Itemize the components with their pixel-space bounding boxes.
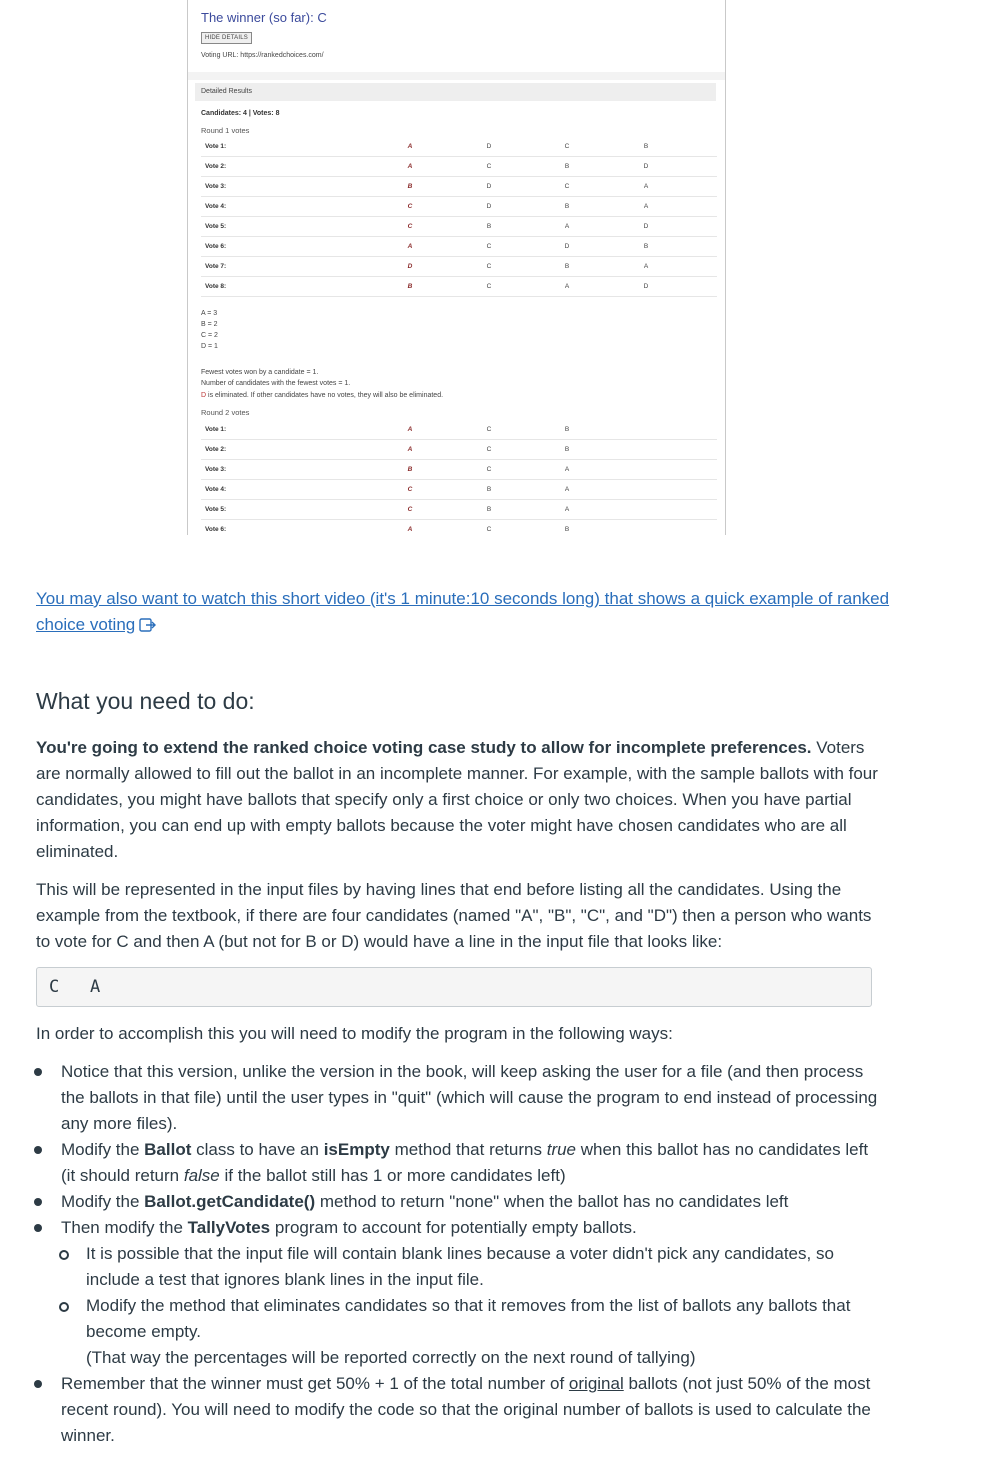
vote-choice: B bbox=[564, 263, 570, 270]
vote-row bbox=[201, 440, 717, 460]
sub-bullet-marker bbox=[59, 1302, 69, 1312]
text: Remember that the winner must get 50% + 1 of the total number of bbox=[61, 1374, 569, 1393]
vote-label: Vote 2: bbox=[205, 163, 227, 170]
vote-choice: C bbox=[564, 143, 570, 150]
false-value: false bbox=[183, 1166, 220, 1185]
vote-row bbox=[201, 257, 717, 277]
intro-text: Voters are normally allowed to fill out the ballot in an incomplete manner. For example, with the sample ballots with four candidates, you might have ballots that specify only a first choice or only two choices. When you have partial information, you can end up with empty ballots because the voter might have chosen candidates who are all eliminated. bbox=[36, 738, 878, 861]
vote-choice: D bbox=[564, 243, 570, 250]
list-item bbox=[61, 1215, 881, 1241]
vote-row bbox=[201, 277, 717, 297]
vote-choice: A bbox=[407, 526, 413, 533]
vote-choice: C bbox=[486, 526, 492, 533]
original-emphasis: original bbox=[568, 1374, 624, 1393]
vote-label: Vote 1: bbox=[205, 143, 227, 150]
vote-row bbox=[201, 217, 717, 237]
vote-row bbox=[201, 177, 717, 197]
bullet-marker bbox=[34, 1068, 42, 1076]
vote-row bbox=[201, 520, 717, 535]
tally-item: C = 2 bbox=[201, 332, 218, 339]
sub-list-item: It is possible that the input file will contain blank lines because a voter didn't pick any candidates, so include a test that ignores blank lines in the input file. bbox=[86, 1244, 834, 1289]
tally-item: A = 3 bbox=[201, 310, 218, 317]
vote-choice: B bbox=[643, 243, 649, 250]
text: method to return "none" when the ballot has no candidates left bbox=[315, 1192, 789, 1211]
bullet-marker bbox=[34, 1380, 42, 1388]
vote-choice: C bbox=[407, 506, 413, 513]
vote-choice: A bbox=[643, 263, 649, 270]
vote-label: Vote 6: bbox=[205, 526, 227, 533]
vote-label: Vote 6: bbox=[205, 243, 227, 250]
vote-choice: C bbox=[486, 163, 492, 170]
true-value: true bbox=[546, 1140, 577, 1159]
sub-bullet-marker bbox=[59, 1250, 69, 1260]
vote-choice: B bbox=[564, 163, 570, 170]
vote-label: Vote 3: bbox=[205, 183, 227, 190]
vote-choice: C bbox=[564, 183, 570, 190]
vote-label: Vote 4: bbox=[205, 486, 227, 493]
text: (That way the percentages will be reported correctly on the next round of tallying) bbox=[86, 1348, 696, 1367]
video-link-text[interactable]: You may also want to watch this short video (it's 1 minute:10 seconds long) that shows a quick example of ranked choice voting bbox=[36, 589, 890, 634]
vote-choice: A bbox=[643, 203, 649, 210]
bullet-marker bbox=[34, 1146, 42, 1154]
vote-label: Vote 5: bbox=[205, 223, 227, 230]
vote-choice: A bbox=[407, 426, 413, 433]
vote-choice: B bbox=[486, 506, 492, 513]
vote-choice: C bbox=[486, 283, 492, 290]
text: Modify the bbox=[61, 1140, 145, 1159]
vote-row bbox=[201, 480, 717, 500]
vote-choice: C bbox=[486, 426, 492, 433]
vote-choice: D bbox=[643, 283, 649, 290]
vote-row bbox=[201, 137, 717, 157]
text: program to account for potentially empty ballots. bbox=[270, 1218, 637, 1237]
vote-choice: A bbox=[407, 243, 413, 250]
text: Modify the method that eliminates candidates so that it removes from the list of ballots any ballots that become empty. bbox=[86, 1296, 851, 1341]
vote-label: Vote 3: bbox=[205, 466, 227, 473]
bullet-marker bbox=[34, 1198, 42, 1206]
vote-row bbox=[201, 157, 717, 177]
vote-choice: A bbox=[407, 446, 413, 453]
bullet-marker bbox=[34, 1224, 42, 1232]
vote-choice: B bbox=[407, 183, 413, 190]
vote-choice: D bbox=[643, 223, 649, 230]
vote-label: Vote 4: bbox=[205, 203, 227, 210]
vote-choice: D bbox=[643, 163, 649, 170]
vote-choice: C bbox=[486, 263, 492, 270]
text: Modify the bbox=[61, 1192, 145, 1211]
intro-bold: You're going to extend the ranked choice voting case study to allow for incomplete preferences. bbox=[36, 738, 812, 757]
video-link[interactable] bbox=[36, 586, 896, 638]
sub-list-item bbox=[86, 1293, 881, 1371]
text: class to have an bbox=[191, 1140, 324, 1159]
vote-choice: C bbox=[486, 446, 492, 453]
vote-choice: C bbox=[407, 223, 413, 230]
vote-choice: A bbox=[407, 143, 413, 150]
winner-text: The winner (so far): C bbox=[201, 10, 327, 25]
eliminated-candidate: D bbox=[201, 392, 207, 399]
vote-choice: B bbox=[564, 203, 570, 210]
vote-choice: A bbox=[564, 223, 570, 230]
vote-choice: C bbox=[407, 486, 413, 493]
text: ballots (not just 50% of the most recent round). You will need to modify the code so that the original number of ballots is used to calculate the winner. bbox=[61, 1374, 871, 1445]
vote-label: Vote 2: bbox=[205, 446, 227, 453]
ballot-class: Ballot bbox=[144, 1140, 192, 1159]
vote-row bbox=[201, 420, 717, 440]
vote-label: Vote 5: bbox=[205, 506, 227, 513]
results-header bbox=[188, 0, 725, 73]
tally-list bbox=[201, 308, 218, 352]
divider bbox=[188, 72, 725, 80]
vote-choice: B bbox=[564, 426, 570, 433]
text: Then modify the bbox=[61, 1218, 188, 1237]
vote-label: Vote 7: bbox=[205, 263, 227, 270]
candidates-votes: Candidates: 4 | Votes: 8 bbox=[201, 110, 280, 117]
vote-choice: B bbox=[407, 466, 413, 473]
vote-row bbox=[201, 460, 717, 480]
round2-label: Round 2 votes bbox=[201, 408, 250, 417]
hide-details-button: HIDE DETAILS bbox=[201, 32, 252, 44]
results-screenshot bbox=[187, 0, 726, 535]
vote-choice: D bbox=[407, 263, 413, 270]
voting-url: Voting URL: https://rankedchoices.com/ bbox=[201, 52, 324, 59]
external-link-icon bbox=[139, 618, 157, 632]
text: method that returns bbox=[389, 1140, 547, 1159]
vote-choice: A bbox=[643, 183, 649, 190]
text: if the ballot still has 1 or more candidates left) bbox=[219, 1166, 566, 1185]
vote-choice: D bbox=[486, 183, 492, 190]
list-item bbox=[61, 1371, 881, 1449]
instructions-intro: In order to accomplish this you will need to modify the program in the following ways: bbox=[36, 1024, 673, 1043]
tally-item: B = 2 bbox=[201, 321, 218, 328]
vote-choice: A bbox=[564, 283, 570, 290]
input-format-paragraph: This will be represented in the input files by having lines that end before listing all the candidates. Using the example from the textbook, if there are four candidates (named "A", "B", "C", and "D") then a person who wants to vote for C and then A (but not for B or D) would have a line in the input file that looks like: bbox=[36, 880, 872, 951]
section-heading: What you need to do: bbox=[36, 688, 255, 714]
list-item bbox=[61, 1189, 881, 1215]
getcandidate-method: Ballot.getCandidate() bbox=[144, 1192, 316, 1211]
vote-choice: B bbox=[486, 486, 492, 493]
vote-label: Vote 1: bbox=[205, 426, 227, 433]
vote-choice: B bbox=[407, 283, 413, 290]
vote-row bbox=[201, 197, 717, 217]
vote-label: Vote 8: bbox=[205, 283, 227, 290]
tallyvotes-program: TallyVotes bbox=[187, 1218, 271, 1237]
vote-choice: D bbox=[486, 203, 492, 210]
isempty-method: isEmpty bbox=[323, 1140, 390, 1159]
vote-choice: B bbox=[486, 223, 492, 230]
num-fewest-note: Number of candidates with the fewest votes = 1. bbox=[201, 380, 351, 387]
fewest-votes-note: Fewest votes won by a candidate = 1. bbox=[201, 369, 319, 376]
vote-row bbox=[201, 237, 717, 257]
vote-choice: D bbox=[486, 143, 492, 150]
vote-row bbox=[201, 500, 717, 520]
vote-choice: A bbox=[564, 466, 570, 473]
round1-label: Round 1 votes bbox=[201, 126, 250, 135]
list-item: Notice that this version, unlike the version in the book, will keep asking the user for a file (and then process the ballots in that file) until the user types in "quit" (which will cause the program to end instead of processing any more files). bbox=[61, 1062, 878, 1133]
vote-choice: B bbox=[564, 526, 570, 533]
list-item bbox=[61, 1137, 881, 1189]
detailed-results-header: Detailed Results bbox=[195, 83, 716, 101]
vote-choice: A bbox=[407, 163, 413, 170]
vote-choice: C bbox=[486, 466, 492, 473]
code-sample: C A bbox=[36, 967, 872, 1007]
vote-choice: A bbox=[564, 486, 570, 493]
elimination-text: is eliminated. If other candidates have no votes, they will also be eliminated. bbox=[206, 392, 444, 399]
tally-item: D = 1 bbox=[201, 343, 218, 350]
vote-choice: B bbox=[643, 143, 649, 150]
vote-choice: C bbox=[486, 243, 492, 250]
text: when this ballot has no candidates left (it should return bbox=[61, 1140, 869, 1185]
elimination-note bbox=[201, 392, 443, 399]
vote-choice: B bbox=[564, 446, 570, 453]
vote-choice: A bbox=[564, 506, 570, 513]
intro-paragraph bbox=[36, 735, 881, 865]
vote-choice: C bbox=[407, 203, 413, 210]
